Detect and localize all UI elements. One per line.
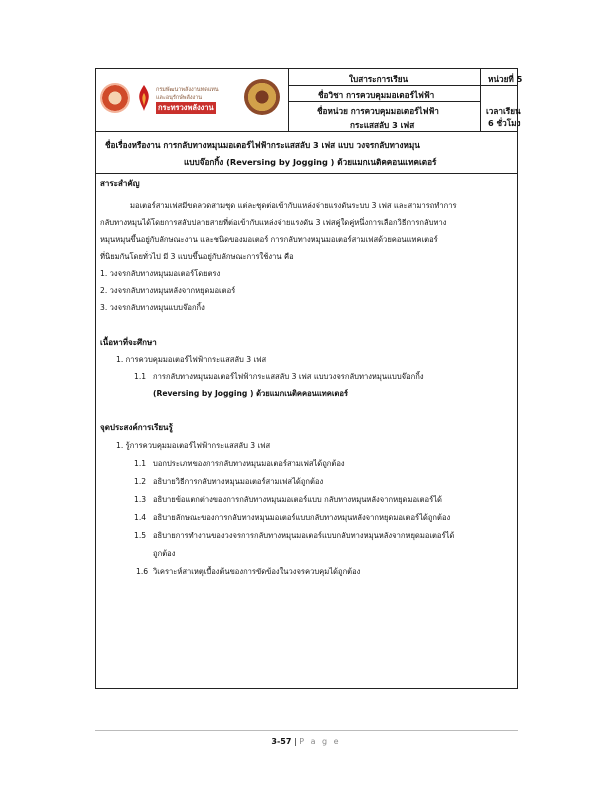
essence-line-2: กลับทางหมุนได้โดยการสลับปลายสายที่ต่อเข้ากับแหล่งจ่ายแรงดัน 3 เฟสคู่ใดคู่หนึ่งการเลือกวิธีการกลับทาง	[100, 218, 447, 227]
footer-separator: |	[293, 737, 297, 746]
objective-1-2-text: อธิบายวิธีการกลับทางหมุนมอเตอร์สามเฟสได้ถูกต้อง	[153, 477, 324, 486]
study-time-value: 6 ชั่วโมง	[488, 118, 521, 128]
page-footer	[0, 737, 612, 746]
unit-name-line-2: กระแสสลับ 3 เฟส	[350, 120, 415, 130]
unit-number: หน่วยที่ 5	[488, 74, 523, 84]
logo-text-line-1: กรมพัฒนาพลังงานทดแทน	[156, 87, 219, 93]
header-table	[96, 69, 523, 132]
document-frame	[95, 68, 523, 689]
flame-logo-icon	[136, 83, 152, 113]
objective-1-4-number: 1.4	[134, 513, 147, 522]
essence-line-3: หมุนหมุนขึ้นอยู่กับลักษณะงาน และชนิดของมอเตอร์ การกลับทางหมุนมอเตอร์สามเฟสด้วยคอนแทคเตอร์	[100, 235, 438, 244]
essence-title: สาระสำคัญ	[100, 179, 140, 188]
topics-sub-number: 1.1	[134, 372, 147, 381]
objective-1-3-number: 1.3	[134, 495, 147, 504]
essence-item-1: 1. วงจรกลับทางหมุนมอเตอร์โดยตรง	[100, 269, 221, 278]
topic-line-2: แบบจ๊อกกิ้ง (Reversing by Jogging ) ด้วยแมกเนติคคอนแทคเตอร์	[184, 157, 437, 167]
unit-name-line-1: ชื่อหน่วย การควบคุมมอเตอร์ไฟฟ้า	[317, 106, 439, 116]
study-time-label: เวลาเรียน	[486, 106, 521, 116]
dede-seal-icon	[100, 83, 130, 113]
objective-1-4-text: อธิบายลักษณะของการกลับทางหมุนมอเตอร์แบบกลับทางหมุนหลังจากหยุดมอเตอร์ได้ถูกต้อง	[153, 513, 451, 522]
essence-line-1: มอเตอร์สามเฟสมีขดลวดสามชุด แต่ละชุดต่อเข้ากับแหล่งจ่ายแรงดันระบบ 3 เฟส และสามารถทำการ	[130, 201, 457, 210]
page-number: 3-57	[271, 737, 292, 746]
essence-line-4: ที่นิยมกันโดยทั่วไป มี 3 แบบขึ้นอยู่กับลักษณะการใช้งาน คือ	[100, 252, 294, 261]
topics-item-1: 1. การควบคุมมอเตอร์ไฟฟ้ากระแสสลับ 3 เฟส	[116, 355, 267, 364]
subject-name: ชื่อวิชา การควบคุมมอเตอร์ไฟฟ้า	[318, 90, 435, 100]
logo-text-line-3: กระทรวงพลังงาน	[158, 103, 214, 112]
topic-row	[96, 131, 517, 174]
logo-text-line-2: และอนุรักษ์พลังงาน	[156, 95, 203, 101]
objective-1-5-number: 1.5	[134, 531, 147, 540]
objective-1-2-number: 1.2	[134, 477, 147, 486]
footer-divider	[95, 730, 518, 731]
ministry-seal-icon	[244, 79, 280, 115]
objectives-title: จุดประสงค์การเรียนรู้	[100, 423, 173, 432]
doc-type-label: ใบสาระการเรียน	[349, 74, 409, 84]
essence-item-2: 2. วงจรกลับทางหมุนหลังจากหยุดมอเตอร์	[100, 286, 236, 295]
objective-1-5-text: อธิบายการทำงานของวงจรการกลับทางหมุนมอเตอร์แบบกลับทางหมุนหลังจากหยุดมอเตอร์ได้	[153, 531, 455, 540]
topics-sub-line-2: (Reversing by Jogging ) ด้วยแมกเนติคคอนแทคเตอร์	[153, 389, 348, 398]
objectives-item-1: 1. รู้การควบคุมมอเตอร์ไฟฟ้ากระแสสลับ 3 เฟส	[116, 441, 271, 450]
objective-1-1-text: บอกประเภทของการกลับทางหมุนมอเตอร์สามเฟสได้ถูกต้อง	[153, 459, 345, 468]
topics-sub-line-1: การกลับทางหมุนมอเตอร์ไฟฟ้ากระแสสลับ 3 เฟส แบบวงจรกลับทางหมุนแบบจ๊อกกิ้ง	[153, 372, 424, 381]
objective-1-1-number: 1.1	[134, 459, 147, 468]
topic-line-1: ชื่อเรื่องหรืองาน การกลับทางหมุนมอเตอร์ไฟฟ้ากระแสสลับ 3 เฟส แบบ วงจรกลับทางหมุน	[105, 140, 420, 150]
objective-1-6-number: 1.6	[136, 567, 149, 576]
page-word: P a g e	[299, 737, 341, 746]
topics-title: เนื้อหาที่จะศึกษา	[100, 338, 157, 347]
objective-1-5-continuation: ถูกต้อง	[153, 549, 176, 558]
essence-item-3: 3. วงจรกลับทางหมุนแบบจ๊อกกิ้ง	[100, 303, 205, 312]
objective-1-3-text: อธิบายข้อแตกต่างของการกลับทางหมุนมอเตอร์แบบ กลับทางหมุนหลังจากหยุดมอเตอร์ได้	[153, 495, 442, 504]
objective-1-6-text: วิเคราะห์สาเหตุเบื้องต้นของการขัดข้องในวงจรควบคุมได้ถูกต้อง	[153, 567, 361, 576]
logo-area	[96, 69, 288, 131]
